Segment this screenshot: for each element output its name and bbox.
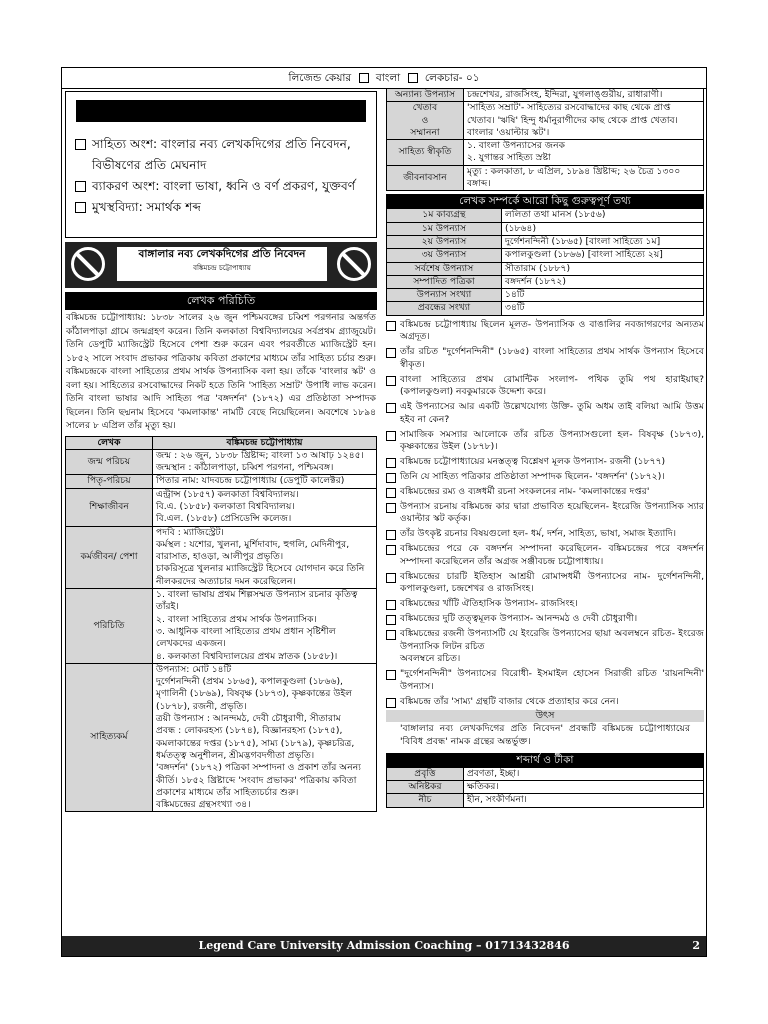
fact-item: তাঁর রচিত "দুর্গেশনন্দিনী" (১৮৬৫) বাংলা সাহিত্যের প্রথম সার্থক উপন্যাস হিসেবে স্বীকৃত।	[386, 346, 704, 371]
table-row	[66, 526, 377, 588]
author-intro-heading: লেখক পরিচিতি	[65, 292, 377, 310]
row-label: ১ম উপন্যাস	[387, 222, 502, 235]
row-label: খেতাব ও সম্মাননা	[387, 102, 464, 140]
table-row	[66, 663, 377, 812]
contents-item: সাহিত্য অংশ: বাংলার নব্য লেখকদিগের প্রতি নিবেদন, বিভীষণের প্রতি মেঘনাদ	[74, 134, 370, 176]
row-value: ৩৪টি	[502, 302, 704, 315]
no-sign-icon	[71, 247, 105, 281]
fact-item: বঙ্কিমচন্দ্রের চারটি ইতিহাস আশ্রয়ী রোমান্সধর্মী উপন্যাসের নাম- দুর্গেশনন্দিনী, কপালকুণ্ডলা, চন্দ্রশেখর ও রাজসিংহ।	[386, 571, 704, 596]
row-label: সাহিত্য স্বীকৃতি	[387, 140, 464, 166]
contents-item: মুখস্থবিদ্যা: সমার্থক শব্দ	[74, 197, 370, 218]
banner-title: বাঙ্গালার নব্য লেখকদিগের প্রতি নিবেদন	[138, 248, 306, 260]
row-value: ১৪টি	[502, 289, 704, 302]
row-label: উপন্যাস সংখ্যা	[387, 289, 502, 302]
fact-item: বঙ্কিমচন্দ্র চট্টোপাধ্যায় ছিলেন মূলত- উপন্যাসিক ও বাঙালির নবজাগরণের অন্যতম অগ্রদূত।	[386, 319, 704, 344]
fact-item: বঙ্কিমচন্দ্রের রম্য ও ব্যঙ্গধর্মী রচনা সংকলনের নাম- 'কমলাকান্তের দপ্তর'	[386, 486, 704, 499]
row-label: ৩য় উপন্যাস	[387, 249, 502, 262]
author-bio-table	[65, 436, 377, 813]
table-row	[387, 165, 704, 191]
row-label: জীবনাবসান	[387, 165, 464, 191]
row-label: প্রবৃত্তি	[387, 767, 464, 780]
row-label: সাহিত্যকর্ম	[66, 663, 153, 812]
row-value: কপালকুণ্ডলা (১৮৬৬) [বাংলা সাহিত্যে ২য়]	[502, 249, 704, 262]
table-row	[387, 262, 704, 275]
glossary-heading: শব্দার্থ ও টীকা	[386, 753, 704, 767]
row-value: ললিতা তথা মানস (১৮৫৬)	[502, 209, 704, 222]
row-label: অনিষ্টকর	[387, 780, 464, 793]
table-row	[66, 449, 377, 475]
fact-item: তিনি যে সাহিত্য পত্রিকার প্রতিষ্ঠাতা সম্পাদক ছিলেন- 'বঙ্গদর্শন' (১৮৭২)।	[386, 471, 704, 484]
row-value: ১. বাংলা উপন্যাসের জনক ২. যুগান্তর সাহিত্য স্রষ্টা	[464, 140, 704, 166]
source-text: 'বাঙ্গালার নব্য লেখকদিগের প্রতি নিবেদন' প্রবন্ধটি বঙ্কিমচন্দ্র চট্টোপাধ্যায়ের 'বিবিধ প্রবন্ধ' নামক গ্রন্থের অন্তর্ভুক্ত।	[400, 723, 690, 748]
page-header	[62, 68, 706, 89]
fact-item: বাংলা সাহিত্যের প্রথম রোমান্টিক সংলাপ- পথিক তুমি পথ হারাইয়াছ? (কপালকুণ্ডলা) নবকুমারকে উদ্দেশ্য করে।	[386, 374, 704, 399]
fact-item: তাঁর উৎকৃষ্ট রচনার বিষয়গুলো হল- ধর্ম, দর্শন, সাহিত্য, ভাষা, সমাজ ইত্যাদি।	[386, 528, 704, 541]
table-row	[387, 102, 704, 140]
contents-item: ব্যাকরণ অংশ: বাংলা ভাষা, ধ্বনি ও বর্ণ প্রকরণ, যুক্তবর্ণ	[74, 176, 370, 197]
contents-list	[74, 134, 370, 218]
row-value: সীতারাম (১৮৮৭)	[502, 262, 704, 275]
left-column	[65, 90, 377, 812]
header-subject: বাংলা	[375, 72, 401, 84]
row-label: নীচ	[387, 794, 464, 807]
row-label: কর্মজীবন/ পেশা	[66, 526, 153, 588]
row-value: উপন্যাস: মোট ১৪টি দুর্গেশনন্দিনী (প্রথম ১৮৬৫), কপালকুণ্ডলা (১৮৬৬), মৃণালিনী (১৮৬৯), বিষবৃক্ষ (১৮৭৩), কৃষ্ণকান্তের উইল (১৮৭৮), রজনী, প্রভৃতি। ত্রয়ী উপন্যাস : আনন্দমঠ, দেবী চৌধুরাণী, সীতারাম প্রবন্ধ : লোকরহস্য (১৮৭৪), বিজ্ঞানরহস্য (১৮৭৫), কমলাকান্তের দপ্তর (১৮৭৫), সাম্য (১৮৭৯), কৃষ্ণচরিত্র, ধর্মতত্ত্ব অনুশীলন, শ্রীমদ্ভগবদগীতা প্রভৃতি। 'বঙ্গদর্শন' (১৮৭২) পত্রিকা সম্পাদনা ও প্রকাশ তাঁর অনন্য কীর্তি। ১৮৫২ খ্রিষ্টাব্দে 'সংবাদ প্রভাকর' পত্রিকায় কবিতা প্রকাশের মাধ্যমে তাঁর সাহিত্যচর্চার শুরু। বঙ্কিমচন্দ্রের গ্রন্থসংখ্যা ৩৪।	[153, 663, 377, 812]
page-footer	[62, 936, 706, 956]
row-value: জন্ম : ২৬ জুন, ১৮৩৮ খ্রিষ্টাব্দ; বাংলা ১৩ আষাঢ় ১২৪৫। জন্মস্থান : কাঁঠালপাড়া, চব্বিশ পরগনা, পশ্চিমবঙ্গ।	[153, 449, 377, 475]
fact-item: "দুর্গেশনন্দিনী" উপন্যাসের বিরোধী- ইসমাইল হোসেন সিরাজী রচিত 'রায়নন্দিনী' উপন্যাস।	[386, 668, 704, 693]
table-row	[387, 89, 704, 102]
table-row	[66, 589, 377, 664]
checkbox-icon	[359, 73, 369, 83]
source-heading: উৎস	[386, 710, 704, 722]
row-value: প্রবণতা, ইচ্ছা।	[464, 767, 704, 780]
row-label: অন্যান্য উপন্যাস	[387, 89, 464, 102]
row-value: মৃত্যু : কলকাতা, ৮ এপ্রিল, ১৮৯৪ খ্রিষ্টাব্দ; ২৬ চৈত্র ১৩০০ বঙ্গাব্দ।	[464, 165, 704, 191]
row-label: সম্পাদিত পত্রিকা	[387, 275, 502, 288]
row-value: চন্দ্রশেখর, রাজসিংহ, ইন্দিরা, যুগলাঙ্গুরীয়, রাধারাণী।	[464, 89, 704, 102]
author-intro-text: বঙ্কিমচন্দ্র চট্টোপাধ্যায়: ১৮৩৮ সালের ২৬ জুন পশ্চিমবঙ্গের চব্বিশ পরগনার অন্তর্গত কাঁঠালপাড়া গ্রামে জন্মগ্রহণ করেন। তিনি কলকাতা বিশ্ববিদ্যালয়ের সর্বপ্রথম গ্র্যাজুয়েট। তিনি ডেপুটি ম্যাজিস্ট্রেট হিসেবে পেশা শুরু করেন এবং পরবর্তীতে ম্যাজিস্ট্রেট হন। ১৮৫২ সালে সংবাদ প্রভাকর পত্রিকায় কবিতা প্রকাশের মাধ্যমে তাঁর সাহিত্য চর্চার শুরু। বঙ্কিমচন্দ্রকে বাংলা সাহিত্যের প্রথম সার্থক উপন্যাসিক বলা হয়। তাঁকে 'বাংলার স্কট' ও বলা হয়। সাহিত্যের রসবোদ্ধাদের নিকট হতে তিনি 'সাহিত্য সম্রাট' উপাধি লাভ করেন। তিনি বাংলা ভাষার আদি সাহিত্য পত্র 'বঙ্গদর্শন' (১৮৭২) এর প্রতিষ্ঠাতা সম্পাদক ছিলেন। তিনি ছদ্মনাম হিসেবে 'কমলাকান্ত' নামটি বেছে নিয়েছিলেন। অবশেষে ১৮৯৪ সালের ৮ এপ্রিল তাঁর মৃত্যু হয়।	[66, 313, 376, 431]
row-label: প্রবন্ধের সংখ্যা	[387, 302, 502, 315]
table-row	[387, 794, 704, 807]
row-label: জন্ম পরিচয়	[66, 449, 153, 475]
right-column	[386, 88, 704, 808]
fact-item: বঙ্কিমচন্দ্রের দুটি তত্ত্বমূলক উপন্যাস- আনন্দমঠ ও দেবী চৌধুরাণী।	[386, 613, 704, 626]
table-row	[387, 289, 704, 302]
checkbox-icon	[408, 73, 418, 83]
row-value: বঙ্গদর্শন (১৮৭২)	[502, 275, 704, 288]
contents-title-bar	[76, 100, 366, 122]
row-value: ক্ষতিকর।	[464, 780, 704, 793]
more-info-heading: লেখক সম্পর্কে আরো কিছু গুরুত্বপূর্ণ তথ্য	[386, 194, 704, 208]
table-header-cell: লেখক	[66, 436, 153, 449]
table-header-row	[66, 436, 377, 449]
row-label: সর্বশেষ উপন্যাস	[387, 262, 502, 275]
fact-item: উপন্যাস রচনায় বঙ্কিমচন্দ্র কার দ্বারা প্রভাবিত হয়েছিলেন- ইংরেজি উপন্যাসিক স্যার ওয়াল্টার স্কট কর্তৃক।	[386, 501, 704, 526]
header-lecture: লেকচার- ০১	[424, 72, 480, 84]
page-number: 2	[692, 939, 700, 952]
fact-item: বঙ্কিমচন্দ্র চট্টোপাধ্যায়ের মনস্তত্ত্ব বিশ্লেষণ মূলক উপন্যাস- রজনী (১৮৭৭)	[386, 456, 704, 469]
fact-item: বঙ্কিমচন্দ্র তাঁর 'সাম্য' গ্রন্থটি বাজার থেকে প্রত্যাহার করে নেন।	[386, 696, 704, 709]
footer-text: Legend Care University Admission Coaching – 01713432846	[198, 939, 570, 952]
table-row	[387, 302, 704, 315]
table-row	[387, 235, 704, 248]
table-row	[387, 249, 704, 262]
table-row	[66, 488, 377, 526]
row-value: হীন, সংকীর্ণমনা।	[464, 794, 704, 807]
contents-box	[65, 91, 377, 238]
row-value: এন্ট্রান্স (১৮৫৭) কলকাতা বিশ্ববিদ্যালয়। বি.এ. (১৮৫৮) কলকাতা বিশ্ববিদ্যালয়। বি.এল. (১৮৫৮) প্রেসিডেন্সি কলেজ।	[153, 488, 377, 526]
row-value: পদবি : ম্যাজিস্ট্রেট। কর্মস্থল : যশোর, খুলনা, মুর্শিদাবাদ, হুগলি, মেদিনীপুর, বারাসাত, হাওড়া, আলীপুর প্রভৃতি। চাকরিসূত্রে খুলনার ম্যাজিস্ট্রেট হিসেবে যোগদান করে তিনি নীলকরদের অত্যাচার দমন করেছিলেন।	[153, 526, 377, 588]
row-label: শিক্ষাজীবন	[66, 488, 153, 526]
fact-item: এই উপন্যাসের আর একটি উল্লেখযোগ্য উক্তি- তুমি অধম তাই বলিয়া আমি উত্তম হইব না কেন?	[386, 401, 704, 426]
header-brand: লিজেন্ড কেয়ার	[288, 72, 352, 84]
banner-author: বঙ্কিমচন্দ্র চট্টোপাধ্যায়	[193, 264, 251, 272]
table-row	[387, 222, 704, 235]
row-value: (১৮৬৪)	[502, 222, 704, 235]
table-row	[387, 780, 704, 793]
glossary-table	[386, 767, 704, 808]
row-value: ১. বাংলা ভাষায় প্রথম শিল্পসম্মত উপন্যাস রচনার কৃতিত্ব তাঁরই। ২. বাংলা সাহিত্যের প্রথম সার্থক উপন্যাসিক। ৩. আধুনিক বাংলা সাহিত্যের প্রথম প্রধান সৃষ্টিশীল লেখকদের একজন। ৪. কলকাতা বিশ্ববিদ্যালয়ের প্রথম স্নাতক (১৮৫৮)।	[153, 589, 377, 664]
banner-title-box	[117, 247, 327, 281]
page-frame	[61, 67, 707, 957]
table-row	[387, 767, 704, 780]
fact-item: বঙ্কিমচন্দ্রের পরে কে বঙ্গদর্শন সম্পাদনা করেছিলেন- বঙ্কিমচন্দ্রের পরে বঙ্গদর্শন সম্পাদনা করেছিলেন তাঁর অগ্রজ সঞ্জীবচন্দ্র চট্টোপাধ্যায়।	[386, 543, 704, 568]
no-sign-icon	[337, 247, 371, 281]
title-banner	[65, 242, 377, 288]
table-header-cell: বঙ্কিমচন্দ্র চট্টোপাধ্যায়	[153, 436, 377, 449]
fact-item: বঙ্কিমচন্দ্রের রজনী উপন্যাসটি যে ইংরেজি উপন্যাসের ছায়া অবলম্বনে রচিত- ইংরেজ উপন্যাসিক লিটন রচিত অবলম্বনে রচিত।	[386, 628, 704, 666]
facts-list	[386, 319, 704, 708]
author-details-table	[386, 88, 704, 191]
table-row	[66, 475, 377, 488]
row-label: ১ম কাব্যগ্রন্থ	[387, 209, 502, 222]
table-row	[387, 275, 704, 288]
row-value: 'সাহিত্য সম্রাট'- সাহিত্যের রসবোদ্ধাদের কাছ থেকে প্রাপ্ত খেতাব। 'ঋষি' হিন্দু ধর্মানুরাগীদের কাছ থেকে প্রাপ্ত খেতাব। বাংলার 'ওয়াল্টার স্কট'।	[464, 102, 704, 140]
row-label: ২য় উপন্যাস	[387, 235, 502, 248]
table-row	[387, 140, 704, 166]
row-value: পিতার নাম: যাদবচন্দ্র চট্টোপাধ্যায় (ডেপুটি কালেক্টর)	[153, 475, 377, 488]
more-info-table	[386, 208, 704, 315]
fact-item: বঙ্কিমচন্দ্রের খাঁটি ঐতিহাসিক উপন্যাস- রাজসিংহ।	[386, 598, 704, 611]
fact-item: সামাজিক সমস্যার আলোকে তাঁর রচিত উপন্যাসগুলো হল- বিষবৃক্ষ (১৮৭৩), কৃষ্ণকান্তের উইল (১৮৭৮)।	[386, 429, 704, 454]
table-row	[387, 209, 704, 222]
row-label: পরিচিতি	[66, 589, 153, 664]
row-label: পিতৃ-পরিচয়	[66, 475, 153, 488]
row-value: দুর্গেশনন্দিনী (১৮৬৫) [বাংলা সাহিত্যে ১ম]	[502, 235, 704, 248]
